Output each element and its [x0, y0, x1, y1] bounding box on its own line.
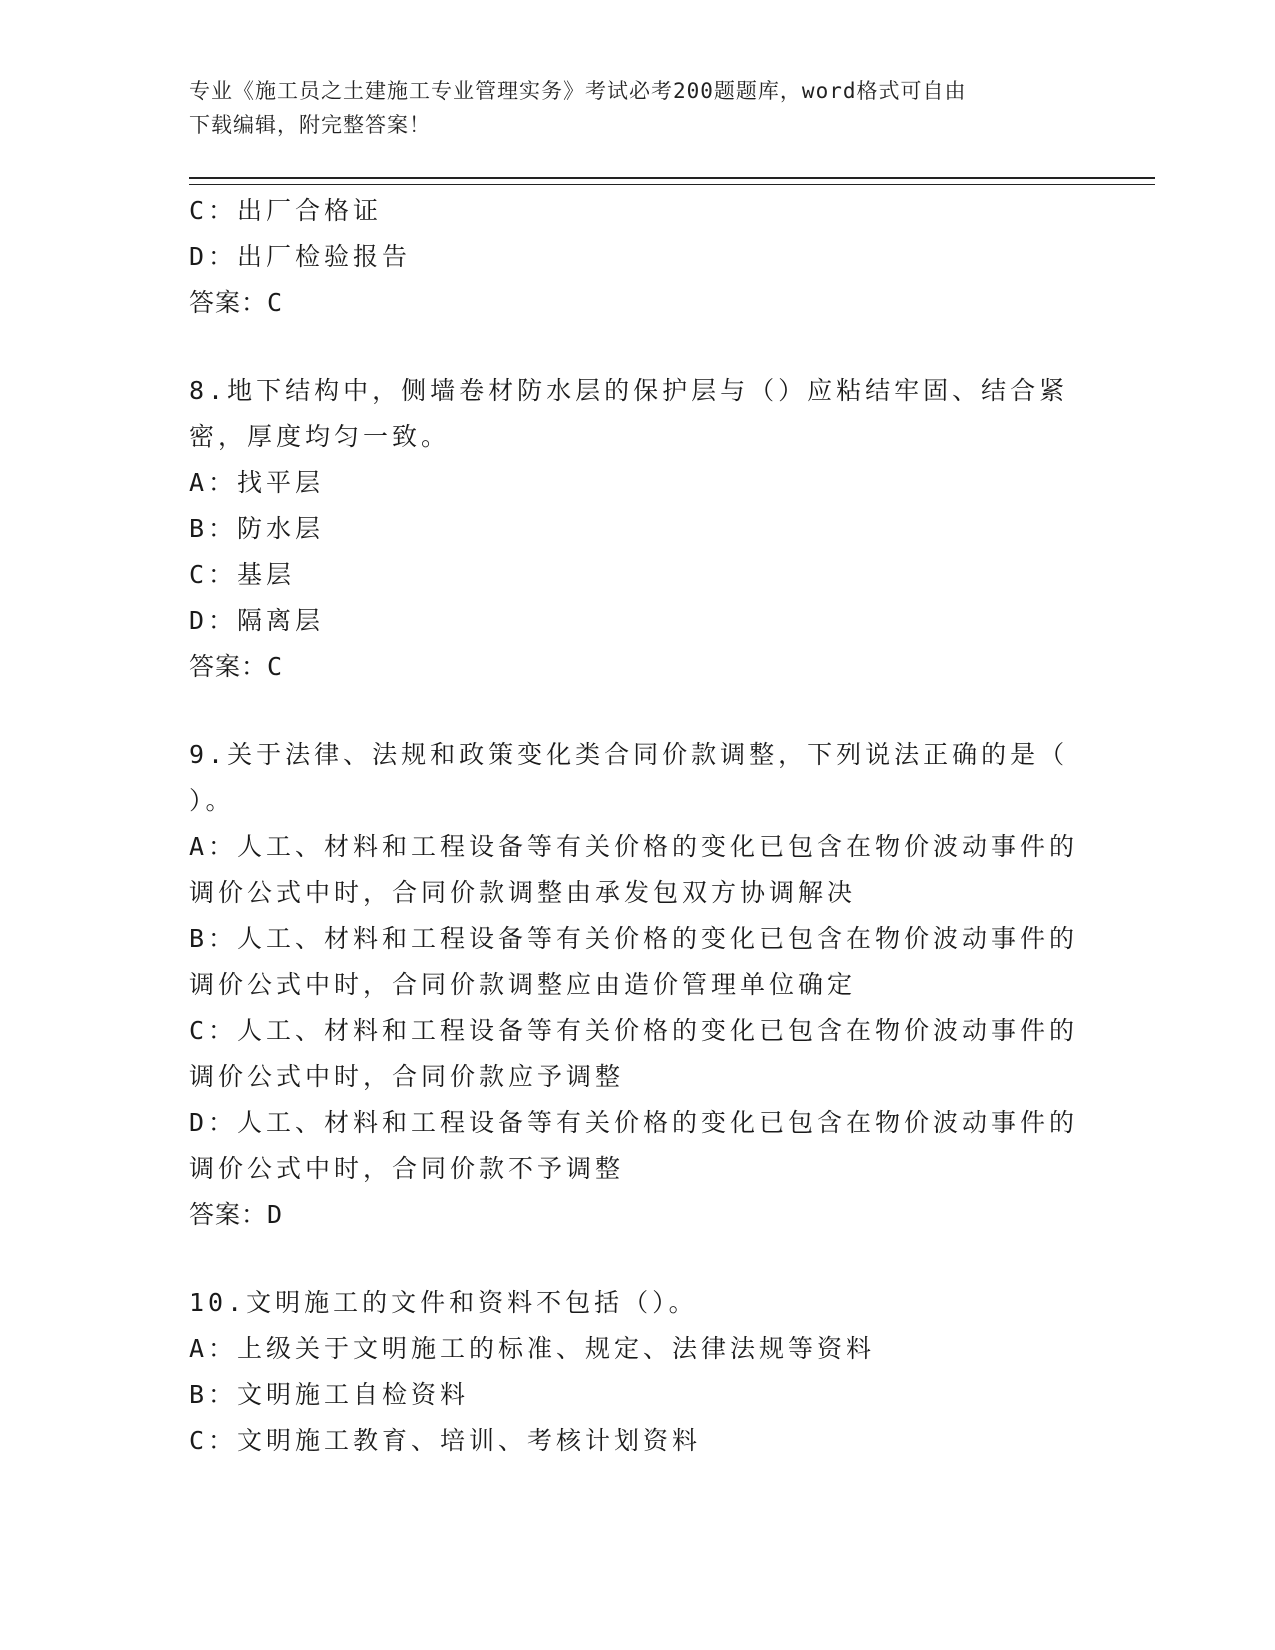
q8-stem-line-2: 密，厚度均匀一致。: [189, 422, 451, 451]
q9-stem-line-2: ）。: [189, 786, 235, 815]
spacer: [189, 1238, 1089, 1280]
q7-option-d: D：出厂检验报告: [189, 242, 412, 271]
header-line-1: 专业《施工员之土建施工专业管理实务》考试必考200题题库，word格式可自由: [189, 79, 967, 103]
q8-option-a: A：找平层: [189, 468, 325, 497]
q9-option-d-line-2: 调价公式中时，合同价款不予调整: [189, 1154, 625, 1183]
question-10: [189, 1280, 1089, 1464]
q10-option-c: C：文明施工教育、培训、考核计划资料: [189, 1426, 702, 1455]
q10-option-b: B：文明施工自检资料: [189, 1380, 470, 1409]
q9-option-a-line-1: A：人工、材料和工程设备等有关价格的变化已包含在物价波动事件的: [189, 832, 1079, 861]
q10-option-a: A：上级关于文明施工的标准、规定、法律法规等资料: [189, 1334, 876, 1363]
q9-option-b-line-2: 调价公式中时，合同价款调整应由造价管理单位确定: [189, 970, 857, 999]
q8-stem-line-1: 8.地下结构中，侧墙卷材防水层的保护层与（）应粘结牢固、结合紧: [189, 376, 1069, 405]
q10-stem: 10.文明施工的文件和资料不包括（）。: [189, 1288, 698, 1317]
q9-option-c-line-2: 调价公式中时，合同价款应予调整: [189, 1062, 625, 1091]
header-line-2: 下载编辑，附完整答案！: [189, 113, 431, 137]
question-content: [189, 188, 1089, 1464]
question-8: [189, 368, 1089, 690]
q9-option-b-line-1: B：人工、材料和工程设备等有关价格的变化已包含在物价波动事件的: [189, 924, 1079, 953]
q8-option-d: D：隔离层: [189, 606, 325, 635]
spacer: [189, 690, 1089, 732]
spacer: [189, 326, 1089, 368]
page-header: [189, 74, 1089, 142]
header-divider: [189, 177, 1155, 185]
q7-option-c: C：出厂合格证: [189, 196, 383, 225]
q8-option-b: B：防水层: [189, 514, 325, 543]
q9-option-d-line-1: D：人工、材料和工程设备等有关价格的变化已包含在物价波动事件的: [189, 1108, 1079, 1137]
question-9: [189, 732, 1089, 1238]
q8-answer: 答案：C: [189, 652, 284, 681]
question-7: [189, 188, 1089, 326]
q8-option-c: C：基层: [189, 560, 296, 589]
q9-answer: 答案：D: [189, 1200, 284, 1229]
q7-answer: 答案：C: [189, 288, 284, 317]
q9-option-a-line-2: 调价公式中时，合同价款调整由承发包双方协调解决: [189, 878, 857, 907]
q9-option-c-line-1: C：人工、材料和工程设备等有关价格的变化已包含在物价波动事件的: [189, 1016, 1079, 1045]
q9-stem-line-1: 9.关于法律、法规和政策变化类合同价款调整，下列说法正确的是（: [189, 740, 1069, 769]
